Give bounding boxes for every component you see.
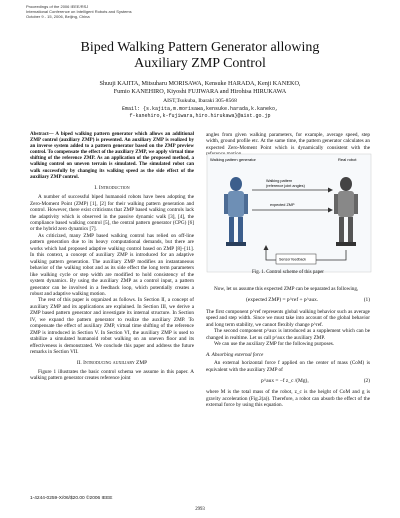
paragraph: An external horizontal force f applied on the center of mass (CoM) is equivalent with the auxiliary ZMP of: [206, 360, 370, 373]
equation-number: (2): [363, 377, 370, 384]
equation-body: (expected ZMP) = p^ref + p^aux.: [246, 297, 319, 304]
figure-label: Walking pattern: [266, 179, 293, 183]
figure-label: expected ZMP: [270, 203, 295, 207]
page-number: 2993: [195, 507, 205, 512]
author-line: Shuuji KAJITA, Mitsuharu MORISAWA, Kensuke HARADA, Kenji KANEKO,: [99, 80, 301, 87]
figure-label: Real robot: [338, 157, 357, 162]
figure-label: Sensor feedback: [279, 257, 306, 262]
paragraph: Figure 1 illustrates the basic control schema we assume in this paper. A walking pattern generator creates reference joint: [30, 368, 194, 382]
section-heading: II. Introducing auxiliary ZMP: [76, 359, 148, 366]
section-heading: I. Introduction: [94, 184, 130, 191]
paragraph: Now, let us assume this expected ZMP can be separated as following,: [214, 286, 359, 292]
paragraph: As criticized, many ZMP based walking control has relied on off-line pattern generation due to its heavy computational demands, but there are works which had proposed adaptive walking control based on ZMP [8]–[11]. In this context, a concept of auxiliary ZMP is introduced for an adaptive walking pattern generation. The auxiliary ZMP modifies an instantaneous behavior of the walking robot and as its side effect the long term parameters like walking cycle or step width are modified to hold consistency of the system dynamics. By using the auxiliary ZMP as a control input, a pattern generator can be involved in a feedback loop, which potentially creates a robust and adaptive walking motion.: [30, 232, 194, 297]
affiliation: AIST,Tsukuba, Ibaraki 305-8568: [163, 98, 237, 104]
equation-1: [246, 297, 370, 303]
equation-number: (1): [363, 297, 370, 304]
author-list: [0, 80, 400, 95]
abstract: Abstract— A biped walking pattern generator which allows an additional ZMP control (auxiliary ZMP) is presented. An auxiliary ZMP is realized by an inverse system added to a pattern generator based on the ZMP preview control. To compensate the effect of the auxiliary ZMP, we apply virtual time shifting of the reference ZMP. As an application of the proposed method, a walking control on uneven terrain is simulated. The simulated robot can walk successfully by changing its walking speed as the side effect of the auxiliary ZMP control.: [30, 132, 194, 180]
email-line: Email: {s.kajita,m.morisawa,kensuke.harada,k.kaneko,: [121, 106, 279, 112]
equation-body: p^aux = −f z_c /(Mg),: [261, 377, 309, 384]
proceedings-header: [26, 4, 132, 19]
paragraph: where M is the total mass of the robot, z_c is the height of CoM and g is gravity acceleration (Fig.2(a)). Therefore, a robot can absorb the effect of the external force by using this equation.: [206, 389, 370, 409]
equation-2: [261, 378, 370, 384]
paragraph: We can use the auxiliary ZMP for the following purposes.: [214, 341, 335, 348]
header-line: October 9 - 15, 2006, Beijing, China: [26, 14, 90, 19]
email-line: f-kanehiro,k-fujiwara,hiro.hirukawa}@aist.go.jp: [129, 113, 271, 119]
paragraph: The second component p^aux is introduced as a supplement which can be changed in realtime. Let us call p^aux the auxiliary ZMP.: [206, 328, 370, 341]
left-column: [30, 132, 194, 382]
figure-control-scheme: [206, 150, 372, 276]
title-line: Biped Walking Pattern Generator allowing: [80, 40, 320, 55]
paragraph: The rest of this paper is organized as follows. In Section II, a concept of auxiliary ZMP and its applications are explained. In Section III, we derive a ZMP based pattern generator and investigate its internal structure. In Section IV, we expand the pattern generator to realize the auxiliary ZMP. To compensate the effect of auxiliary ZMP, virtual time shifting of the reference ZMP is introduced in Section V. In Section VI, the auxiliary ZMP is used to stabilize a simulated humanoid robot walking on an uneven floor and its effectiveness is demonstrated. We conclude this paper and address the future remarks in Section VII.: [30, 297, 194, 356]
figure-label: (reference joint angles): [266, 184, 305, 188]
title-line: Auxiliary ZMP Control: [134, 56, 266, 71]
subsection-heading: A. Absorbing external force: [206, 351, 264, 358]
copyright-footer: 1-4244-0259-X/06/$20.00 ©2006 IEEE: [30, 496, 113, 501]
figure-caption: Fig. 1. Control scheme of this paper: [252, 270, 324, 275]
paragraph: angles from given walking parameters, for example, average speed, step width, ground profile etc. At the same time, the pattern generator calculates an expected Zero-Moment Point which is dynamically consistent with the: [206, 132, 370, 151]
paper-title: [0, 40, 400, 72]
figure-label: Walking pattern generator: [210, 157, 256, 162]
email-block: [0, 106, 400, 120]
header-line: International Conference on Intelligent Robots and Systems: [26, 9, 132, 14]
paragraph: The first component p^ref represents global walking behavior such as average speed and step width. Since we must take into account of the global behavior and long term stability, we cannot flexibly change p^ref.: [206, 308, 370, 328]
author-line: Fumio KANEHIRO, Kiyoshi FUJIWARA and Hirohisa HIRUKAWA: [113, 87, 287, 95]
header-line: Proceedings of the 2006 IEEE/RSJ: [26, 4, 89, 9]
right-column-bottom: [206, 286, 370, 409]
paragraph: A number of successful biped humanoid robots have been adopting the Zero-Moment Point (ZMP) [1], [2] for their walking pattern generation and control. However, there exist criticisms that ZMP based walking controls lack the adaptivity which is observed in the passive dynamic walk [3], [4], the compliance based walking control [5], the central pattern generator (CPG) [6] or the hybrid zero dynamics [7].: [30, 194, 194, 233]
